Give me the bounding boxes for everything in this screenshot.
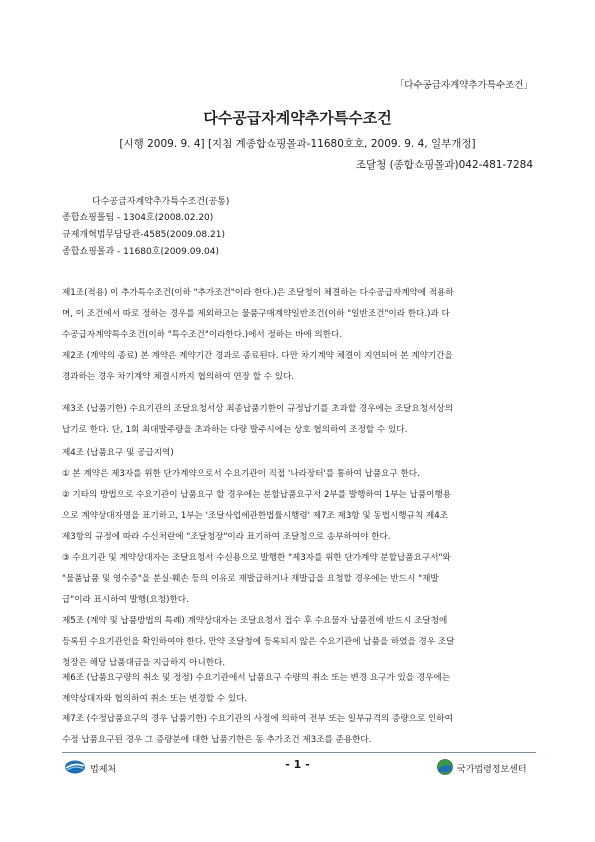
footer-divider xyxy=(62,752,536,753)
article-2 xyxy=(62,346,536,388)
footer-org-name: 법제처 xyxy=(90,765,117,775)
article-5 xyxy=(62,611,536,674)
department-contact: 조달청 (종합쇼핑몰과)042-481-7284 xyxy=(355,159,533,171)
article-line: 제5조 (계약 및 납품방법의 특례) 계약상대자는 조달요청서 접수 후 수요물자 납품전에 반드시 조달청에 xyxy=(62,616,448,626)
meta-line: 다수공급자계약추가특수조건(공통) xyxy=(92,197,230,207)
article-line: 수정 납품요구된 경우 그 증량분에 대한 납품기한은 동 추가조건 제3조를 준용한다. xyxy=(62,735,372,745)
article-line: ② 기타의 방법으로 수요기관이 납품요구 할 경우에는 분할납품요구서 2부를 발행하여 1부는 납품이행용 xyxy=(62,490,452,500)
article-1 xyxy=(62,283,536,346)
meta-line: 종합쇼핑몰팀 - 1304호(2008.02.20) xyxy=(62,213,214,223)
article-line: 제1조(적용) 이 추가특수조건(이하 "추가조건"이라 한다.)은 조달청이 체결하는 다수공급자계약에 적용하 xyxy=(62,288,454,298)
article-line: 계약상대자와 협의하여 취소 또는 변경할 수 있다. xyxy=(62,694,248,704)
article-4 xyxy=(62,443,536,611)
footer-center-name: 국가법령정보센터 xyxy=(457,765,527,775)
article-line: 등록된 수요기관인을 확인하여야 한다. 만약 조달청에 등록되지 않은 수요기관에 납품을 하였을 경우 조달 xyxy=(62,637,455,647)
article-line: 청장은 해당 납품대금을 지급하지 아니한다. xyxy=(62,658,226,668)
article-7 xyxy=(62,709,536,751)
law-center-logo-icon xyxy=(437,759,453,775)
article-line: 며, 이 조건에서 따로 정하는 경우를 제외하고는 물품구매계약일반조건(이하 "일반조건"이라 한다.)과 다 xyxy=(62,309,450,319)
document-tag: 「다수공급자계약추가특수조건」 xyxy=(394,80,533,91)
meta-line: 규제개혁법무담당관-4585(2009.08.21) xyxy=(62,230,225,240)
page-number: - 1 - xyxy=(285,758,310,771)
article-line: 제6조 (납품요구량의 취소 및 정정) 수요기관에서 납품요구 수량의 취소 또는 변경 요구가 있을 경우에는 xyxy=(62,673,451,683)
article-line: 급"이라 표시하여 발행(요청)한다. xyxy=(62,595,189,605)
article-line: 제4조 (납품요구 및 공급지역) xyxy=(62,448,174,458)
article-line: 제7조 (수정납품요구의 경우 납품기한) 수요기관의 사정에 의하여 전부 또는 일부규격의 증량으로 인하여 xyxy=(62,714,453,724)
article-line: ③ 수요기관 및 계약상대자는 조달요청서 수신용으로 발행한 "제3자를 위한 단가계약 분할납품요구서"와 xyxy=(62,553,451,563)
article-6 xyxy=(62,668,536,710)
meta-line: 종합쇼핑몰과 - 11680호(2009.09.04) xyxy=(62,247,220,257)
document-title: 다수공급자계약추가특수조건 xyxy=(203,109,392,127)
article-line: 납기로 한다. 단, 1회 최대발주량을 초과하는 다량 발주시에는 상호 협의하여 조정할 수 있다. xyxy=(62,425,408,435)
article-line: 수공급자계약특수조건(이하 "특수조건"이라한다.)에서 정하는 바에 의한다. xyxy=(62,330,343,340)
enforcement-info: [시행 2009. 9. 4] [지침 계종합쇼핑몰과-11680호호, 2009. 9. 4, 일부개정] xyxy=(119,138,476,150)
article-line: "물품납품 및 영수증"을 분실·훼손 등의 이유로 재발급하거나 재발급을 요청할 경우에는 반드시 "재발 xyxy=(62,574,439,584)
article-line: 으로 계약상대자명을 표기하고, 1부는 '조달사업에관한법률시행령' 제7조 제3항 및 동법시행규칙 제4조 xyxy=(62,511,448,521)
article-line: 제3항의 규정에 따라 수신처란에 "조달청장"이라 표기하여 조달청으로 송부하여야 한다. xyxy=(62,532,391,542)
article-3 xyxy=(62,399,536,441)
article-line: ① 본 계약은 제3자를 위한 단가계약으로서 수요기관이 직접 '나라장터'를 통하여 납품요구 한다. xyxy=(62,469,420,479)
article-line: 제2조 (계약의 종료) 본 계약은 계약기간 경과로 종료된다. 다만 차기계약 체결이 지연되어 본 계약기간을 xyxy=(62,351,453,361)
article-line: 경과하는 경우 차기계약 체결시까지 협의하여 연장 할 수 있다. xyxy=(62,372,295,382)
article-line: 제3조 (납품기한) 수요기관의 조달요청서상 최종납품기한이 규정납기를 초과할 경우에는 조달요청서상의 xyxy=(62,404,453,414)
